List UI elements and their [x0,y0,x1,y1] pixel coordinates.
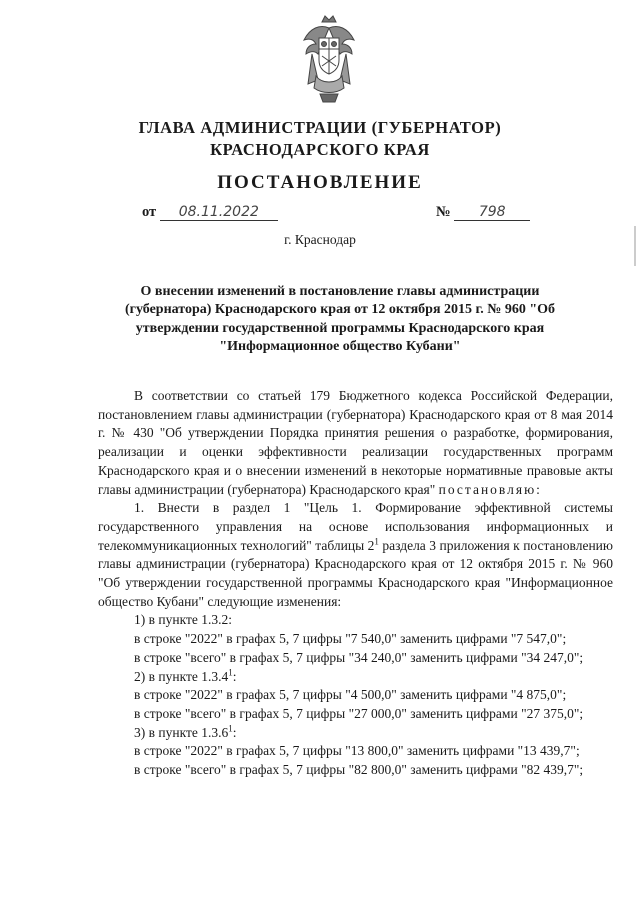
item-1-line-1: в строке "2022" в графах 5, 7 цифры "7 540,0" заменить цифрами "7 547,0"; [134,631,567,647]
preamble-paragraph [98,387,613,499]
item-2-heading-text: 2) в пункте 1.3.4 [134,668,229,684]
document-body [98,387,613,780]
number-value: 798 [454,204,530,221]
item-3-line-2: в строке "всего" в графах 5, 7 цифры "82 800,0" заменить цифрами "82 439,7"; [134,762,584,778]
document-type-heading: ПОСТАНОВЛЕНИЕ [217,172,423,193]
authority-title-line-2: КРАСНОДАРСКОГО КРАЯ [210,140,430,159]
item-3-line-1: в строке "2022" в графах 5, 7 цифры "13 800,0" заменить цифрами "13 439,7"; [134,743,580,759]
preamble-text: В соответствии со статьей 179 Бюджетного кодекса Российской Федерации, постановлением главы администрации (губернатора) Краснодарского края от 8 мая 2014 г. № 430 "Об утверждении Порядка принятия решения о разработке, формирования, реализации и оценки эффективности реализации государственных программ Краснодарского края и о внесении изменений в некоторые нормативные правовые акты главы администрации (губернатора) Краснодарского края" [98,388,613,497]
date-value: 08.11.2022 [160,204,278,221]
coat-of-arms-icon [300,14,358,106]
clause-1-superscript: 1 [374,536,379,547]
document-subject: О внесении изменений в постановление главы администрации (губернатора) Краснодарского края от 12 октября 2015 г. № 960 "Об утверждении государственной программы Краснодарского края "Информационное общество Кубани" [124,284,556,355]
item-1-line-2: в строке "всего" в графах 5, 7 цифры "34 240,0" заменить цифрами "34 247,0"; [134,649,584,665]
item-2-superscript: 1 [228,667,233,678]
clause-1-text-b: раздела 3 приложения к постановлению главы администрации (губернатора) Краснодарского края от 12 октября 2015 г. № 960 "Об утверждении государственной программы Краснодарского края "Информационное общество Кубани" следующие изменения: [98,537,613,609]
item-2-line-2: в строке "всего" в графах 5, 7 цифры "27 000,0" заменить цифрами "27 375,0"; [134,705,584,721]
number-prefix: № [436,204,451,220]
item-3-heading-text: 3) в пункте 1.3.6 [134,724,229,740]
clause-1-text-a: 1. Внести в раздел 1 "Цель 1. Формирование эффективной системы государственного управления на основе использования информационных и телекоммуникационных технологий" таблицы 2 [98,500,613,553]
date-prefix: от [142,204,157,220]
item-2-colon: : [232,668,237,684]
document-date [142,204,278,221]
scan-artifact [634,226,636,266]
authority-title-line-1: ГЛАВА АДМИНИСТРАЦИИ (ГУБЕРНАТОР) [138,118,502,137]
decree-word: постановляю: [438,481,542,497]
item-3-heading [98,724,613,743]
document-number [436,204,530,221]
clause-1 [98,499,613,611]
item-3-colon: : [232,724,237,740]
item-2-line-1: в строке "2022" в графах 5, 7 цифры "4 500,0" заменить цифрами "4 875,0"; [134,687,567,703]
item-2-heading [98,668,613,687]
item-3-superscript: 1 [228,723,233,734]
issue-city: г. Краснодар [284,232,356,247]
item-1-heading: 1) в пункте 1.3.2: [134,612,232,628]
